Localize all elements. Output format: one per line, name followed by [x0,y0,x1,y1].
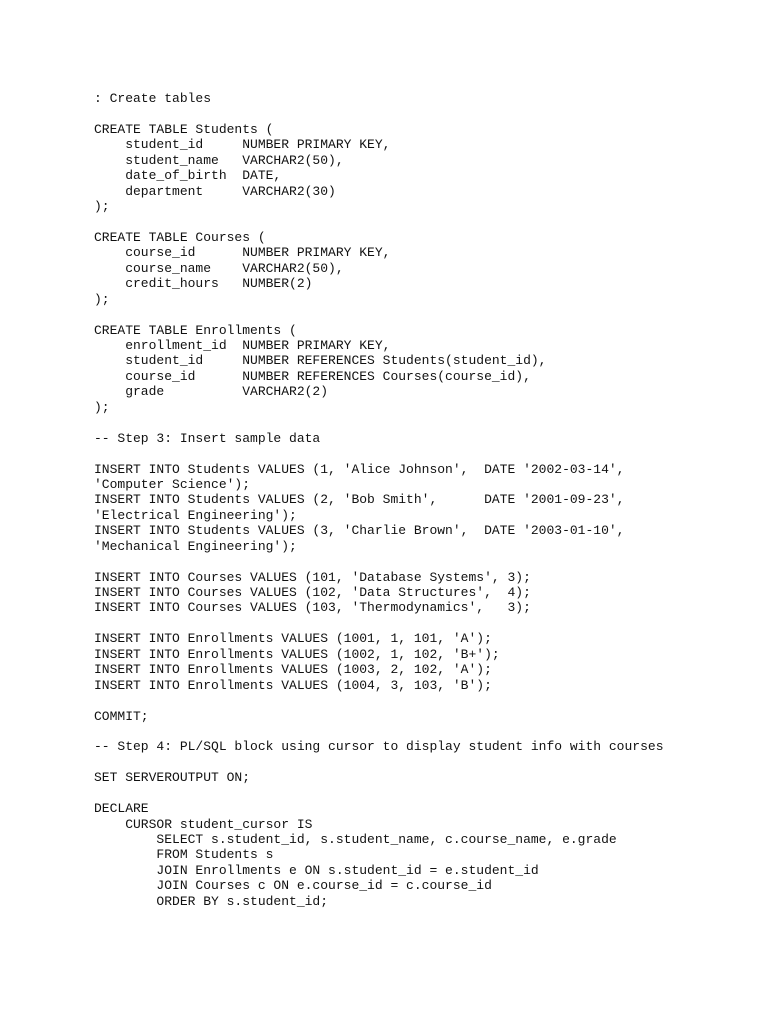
blank-line [94,616,664,631]
code-line: INSERT INTO Enrollments VALUES (1001, 1, 101, 'A'); [94,631,492,647]
code-line: course_id NUMBER PRIMARY KEY, [94,245,391,261]
blank-line [94,554,664,569]
code-line: SELECT s.student_id, s.student_name, c.course_name, e.grade [94,832,617,847]
code-line: date_of_birth DATE, [94,168,282,184]
code-line: DECLARE [94,801,149,817]
code-line: student_name VARCHAR2(50), [94,152,344,168]
code-line: INSERT INTO Enrollments VALUES (1004, 3, 103, 'B'); [94,677,492,693]
code-line: CURSOR student_cursor IS [94,816,313,832]
blank-line [94,446,664,461]
code-line: student_id NUMBER PRIMARY KEY, [94,137,391,153]
code-line: grade VARCHAR2(2) [94,384,329,400]
blank-line [94,215,664,230]
code-line: INSERT INTO Enrollments VALUES (1003, 2, 102, 'A'); [94,662,492,678]
blank-line [94,786,664,801]
code-line: INSERT INTO Enrollments VALUES (1002, 1, 102, 'B+'); [94,646,500,662]
code-line: ORDER BY s.student_id; [94,893,329,909]
code-line: CREATE TABLE Students ( [94,121,274,137]
code-line: INSERT INTO Students VALUES (3, 'Charlie Brown', DATE '2003-01-10', [94,523,625,539]
code-line: INSERT INTO Courses VALUES (102, 'Data Structures', 4); [94,585,531,600]
code-line: ); [94,291,110,307]
code-line: student_id NUMBER REFERENCES Students(student_id), [94,353,547,369]
code-line: INSERT INTO Courses VALUES (103, 'Thermodynamics', 3); [94,600,531,616]
blank-line [94,693,664,708]
code-line: ); [94,199,110,215]
blank-line [94,307,664,322]
code-line: -- Step 4: PL/SQL block using cursor to display student info with courses [94,739,664,755]
code-line: FROM Students s [94,847,274,863]
code-line: course_name VARCHAR2(50), [94,260,344,276]
code-line: ); [94,399,110,415]
code-line: 'Computer Science'); [94,476,251,492]
blank-line [94,755,664,770]
code-line: 'Mechanical Engineering'); [94,538,297,554]
code-line: CREATE TABLE Enrollments ( [94,322,297,338]
code-line: 'Electrical Engineering'); [94,507,297,523]
code-line: INSERT INTO Students VALUES (2, 'Bob Smith', DATE '2001-09-23', [94,492,625,508]
code-line: COMMIT; [94,708,149,724]
blank-line [94,724,664,739]
code-line: JOIN Courses c ON e.course_id = c.course_id [94,878,492,894]
code-line: credit_hours NUMBER(2) [94,276,313,292]
sql-code-block [94,91,664,909]
code-line: -- Step 3: Insert sample data [94,430,321,446]
code-line: : Create tables [94,91,212,106]
code-line: department VARCHAR2(30) [94,183,336,199]
blank-line [94,415,664,430]
code-line: INSERT INTO Courses VALUES (101, 'Database Systems', 3); [94,569,531,585]
blank-line [94,106,664,121]
code-line: SET SERVEROUTPUT ON; [94,770,251,786]
code-line: CREATE TABLE Courses ( [94,229,266,245]
code-line: JOIN Enrollments e ON s.student_id = e.student_id [94,862,539,878]
code-line: course_id NUMBER REFERENCES Courses(course_id), [94,368,531,384]
code-line: enrollment_id NUMBER PRIMARY KEY, [94,338,391,353]
code-line: INSERT INTO Students VALUES (1, 'Alice Johnson', DATE '2002-03-14', [94,461,625,477]
